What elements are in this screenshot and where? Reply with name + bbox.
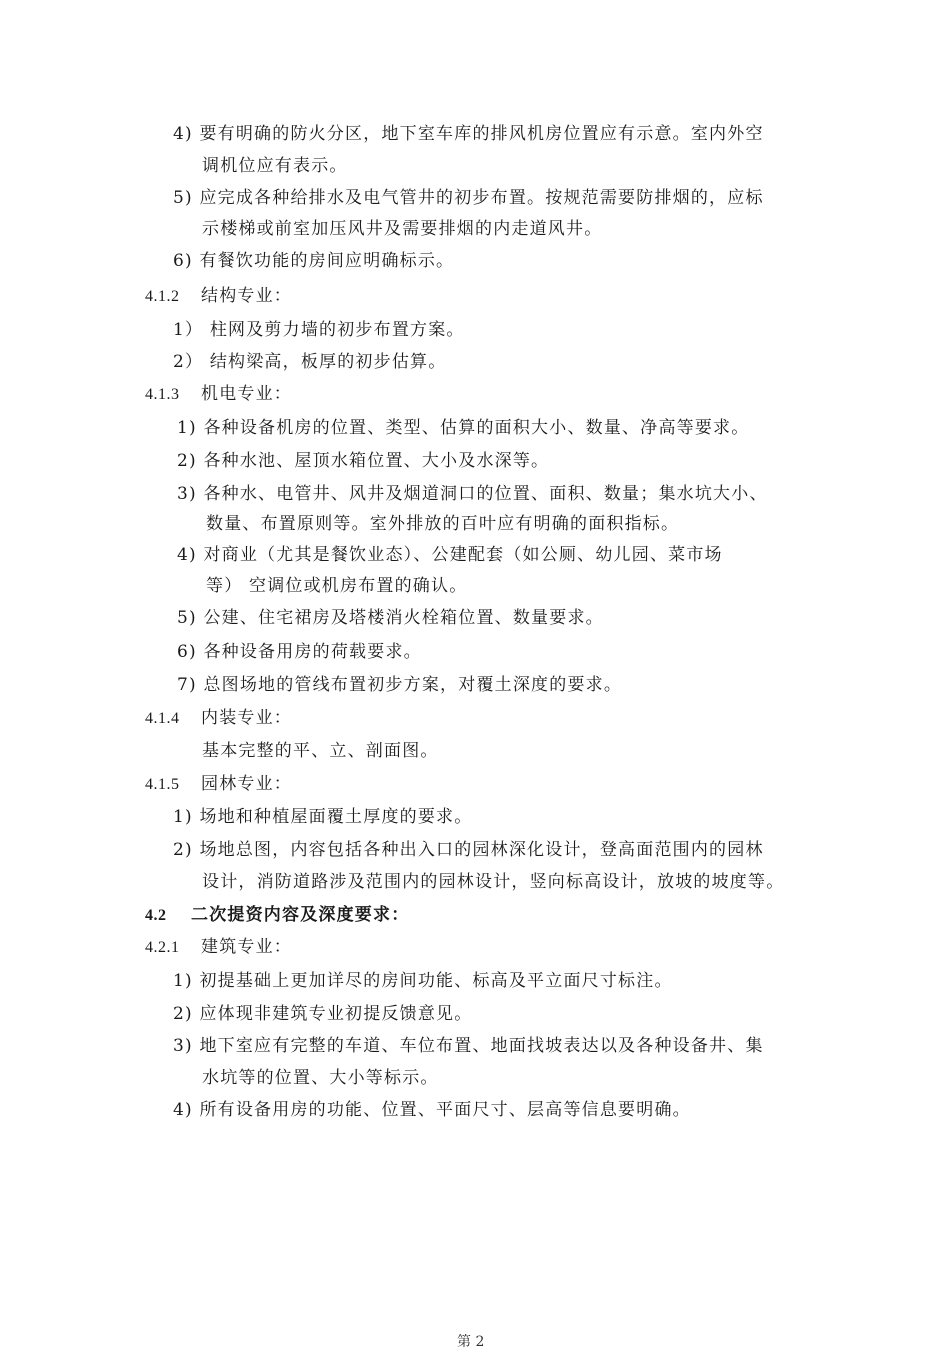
section-heading-4-1-3 [145, 384, 292, 405]
section-number: 4.1.2 [145, 288, 180, 305]
section-number: 4.1.5 [145, 776, 180, 793]
list-item: 5) 应完成各种给排水及电气管井的初步布置。按规范需要防排烟的，应标 [173, 188, 764, 208]
list-item: 5) 公建、住宅裙房及塔楼消火栓箱位置、数量要求。 [177, 608, 604, 628]
section-title: 结构专业： [201, 286, 292, 306]
section-number: 4.2 [145, 907, 167, 924]
section-title: 机电专业： [201, 384, 292, 404]
section-title: 园林专业： [201, 774, 292, 794]
list-item-continuation: 调机位应有表示。 [202, 156, 348, 176]
list-item: 1) 各种设备机房的位置、类型、估算的面积大小、数量、净高等要求。 [177, 418, 750, 438]
section-number: 4.1.4 [145, 710, 180, 727]
list-item: 4) 对商业（尤其是餐饮业态）、公建配套（如公厕、幼儿园、菜市场 [177, 545, 723, 565]
section-heading-4-2-1 [145, 937, 292, 958]
paragraph: 基本完整的平、立、剖面图。 [202, 741, 439, 761]
section-heading-4-1-4 [145, 708, 292, 729]
list-item: 2） 结构梁高，板厚的初步估算。 [173, 352, 447, 372]
list-item: 1） 柱网及剪力墙的初步布置方案。 [173, 320, 465, 340]
list-item: 7) 总图场地的管线布置初步方案，对覆土深度的要求。 [177, 675, 623, 695]
list-item: 3) 各种水、电管井、风井及烟道洞口的位置、面积、数量；集水坑大小、 [177, 484, 768, 504]
page-footer: 第 2 [457, 1334, 485, 1350]
list-item: 4) 所有设备用房的功能、位置、平面尺寸、层高等信息要明确。 [173, 1100, 691, 1120]
list-item: 2) 应体现非建筑专业初提反馈意见。 [173, 1004, 473, 1024]
list-item: 6) 有餐饮功能的房间应明确标示。 [173, 251, 455, 271]
list-item: 1) 初提基础上更加详尽的房间功能、标高及平立面尺寸标注。 [173, 971, 673, 991]
section-number: 4.2.1 [145, 939, 180, 956]
section-title: 二次提资内容及深度要求： [191, 905, 410, 925]
list-item: 3) 地下室应有完整的车道、车位布置、地面找坡表达以及各种设备井、集 [173, 1036, 764, 1056]
section-title: 内装专业： [201, 708, 292, 728]
section-title: 建筑专业： [201, 937, 292, 957]
list-item: 6) 各种设备用房的荷载要求。 [177, 642, 422, 662]
section-heading-4-1-2 [145, 286, 292, 307]
list-item-continuation: 示楼梯或前室加压风井及需要排烟的内走道风井。 [202, 219, 603, 239]
list-item: 4) 要有明确的防火分区，地下室车库的排风机房位置应有示意。室内外空 [173, 124, 764, 144]
list-item: 2) 场地总图，内容包括各种出入口的园林深化设计，登高面范围内的园林 [173, 840, 764, 860]
list-item-continuation: 数量、布置原则等。室外排放的百叶应有明确的面积指标。 [206, 514, 680, 534]
section-heading-4-2 [145, 905, 409, 926]
section-number: 4.1.3 [145, 386, 180, 403]
list-item-continuation: 等） 空调位或机房布置的确认。 [206, 576, 468, 596]
section-heading-4-1-5 [145, 774, 292, 795]
list-item-continuation: 水坑等的位置、大小等标示。 [202, 1068, 439, 1088]
list-item: 2) 各种水池、屋顶水箱位置、大小及水深等。 [177, 451, 550, 471]
list-item-continuation: 设计，消防道路涉及范围内的园林设计，竖向标高设计，放坡的坡度等。 [202, 872, 785, 892]
list-item: 1) 场地和种植屋面覆土厚度的要求。 [173, 807, 473, 827]
